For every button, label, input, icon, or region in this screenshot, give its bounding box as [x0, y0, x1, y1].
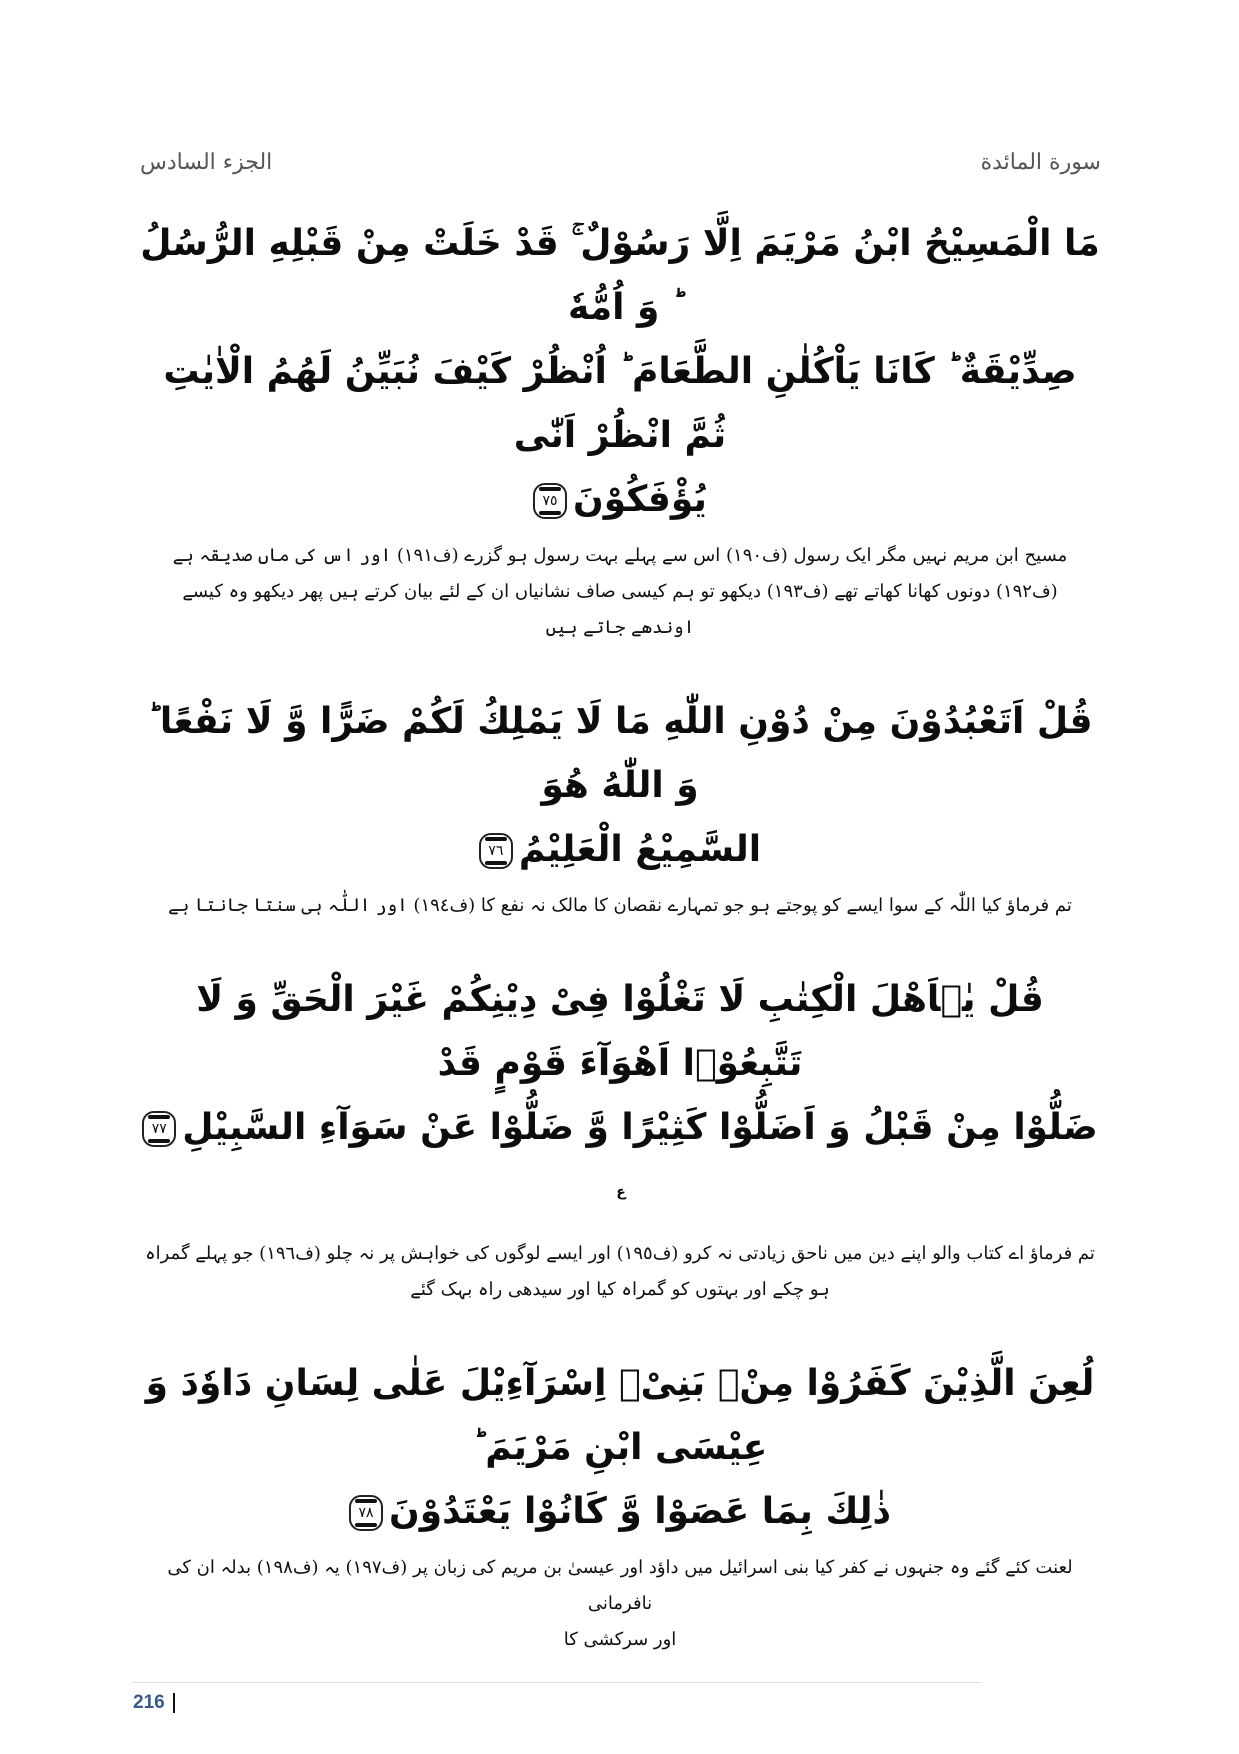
translation-line: تم فرماؤ کیا اللّٰہ کے سوا ایسے کو پوجتے ہو جو تمہارے نقصان کا مالک نہ نفع کا (ف١٩٤) اور اللّٰہ ہی سنتا جانتا ہے [168, 895, 1072, 916]
translation-line: اوندھے جاتے ہیں [545, 617, 695, 638]
ayah-line [140, 818, 1100, 882]
ruku-mark: ع [616, 1184, 626, 1200]
ayah-line: لُعِنَ الَّذِيْنَ كَفَرُوْا مِنْۢ بَنِیْۤ اِسْرَآءِيْلَ عَلٰى لِسَانِ دَاوٗدَ وَ عِيْسَى ابْنِ مَرْيَمَ ؕ [145, 1363, 1095, 1468]
page-content [140, 212, 1100, 1658]
translation-line: اور سرکشی کا [563, 1629, 677, 1650]
ayah-text [140, 690, 1100, 882]
urdu-translation [140, 538, 1100, 646]
ayah-line: قُلْ يٰۤاَهْلَ الْكِتٰبِ لَا تَغْلُوْا فِیْ دِيْنِكُمْ غَيْرَ الْحَقِّ وَ لَا تَتَّبِعُوْۤا اَهْوَآءَ قَوْمٍ قَدْ [196, 979, 1044, 1084]
urdu-translation [140, 1236, 1100, 1308]
ayah-line-text: ذٰلِكَ بِمَا عَصَوْا وَّ كَانُوْا يَعْتَدُوْنَ [388, 1491, 891, 1532]
page-number-row [133, 1692, 982, 1714]
ayah-number-marker: ٧٥ [533, 483, 567, 519]
ayah-number-marker: ٧٧ [142, 1111, 176, 1147]
ayah-line [140, 1480, 1100, 1544]
ayah-line-text: السَّمِيْعُ الْعَلِيْمُ [518, 829, 762, 870]
translation-line: ہو چکے اور بہتوں کو گمراہ کیا اور سیدھی راہ بہک گئے [410, 1279, 830, 1300]
translation-line: مسیح ابن مریم نہیں مگر ایک رسول (ف١٩٠) اس سے پہلے بہت رسول ہو گزرے (ف١٩١) اور اس کی ماں صدیقہ ہے [172, 545, 1068, 566]
ayah-line [140, 468, 1100, 532]
ayah-line: مَا الْمَسِيْحُ ابْنُ مَرْيَمَ اِلَّا رَسُوْلٌ ۚ قَدْ خَلَتْ مِنْ قَبْلِهِ الرُّسُلُ ؕ وَ اُمُّهٗ [140, 223, 1100, 328]
ayah-line-text: ضَلُّوْا مِنْ قَبْلُ وَ اَضَلُّوْا كَثِيْرًا وَّ ضَلُّوْا عَنْ سَوَآءِ السَّبِيْلِ [182, 1107, 1098, 1148]
urdu-translation [140, 888, 1100, 924]
footer-divider [133, 1682, 982, 1683]
urdu-translation [140, 1550, 1100, 1658]
page-number-separator [173, 1693, 175, 1713]
ayah-text [140, 1352, 1100, 1544]
page-footer [133, 1682, 982, 1714]
juz-name-header: الجزء السادس [140, 150, 273, 175]
ayah-text [140, 968, 1100, 1230]
ayah-line: قُلْ اَتَعْبُدُوْنَ مِنْ دُوْنِ اللّٰهِ مَا لَا يَمْلِكُ لَكُمْ ضَرًّا وَّ لَا نَفْعًا ؕ وَ اللّٰهُ هُوَ [147, 701, 1093, 806]
ayah-number-marker: ٧٦ [479, 833, 513, 869]
ayah-line [140, 1096, 1100, 1230]
verse-section-76 [140, 690, 1100, 924]
verse-section-77 [140, 968, 1100, 1308]
page-number: 216 [133, 1692, 165, 1713]
ayah-text [140, 212, 1100, 532]
ayah-line: صِدِّيْقَةٌ ؕ كَانَا يَاْكُلٰنِ الطَّعَامَ ؕ اُنْظُرْ كَيْفَ نُبَيِّنُ لَهُمُ الْاٰيٰتِ ثُمَّ انْظُرْ اَنّٰى [163, 351, 1077, 456]
translation-line: لعنت کئے گئے وہ جنہوں نے کفر کیا بنی اسرائیل میں داؤد اور عیسیٰ بن مریم کی زبان پر (ف١٩٧) یہ (ف١٩٨) بدلہ ان کی نافرمانی [167, 1557, 1073, 1614]
translation-line: تم فرماؤ اے کتاب والو اپنے دین میں ناحق زیادتی نہ کرو (ف١٩٥) اور ایسے لوگوں کی خواہش پر نہ چلو (ف١٩٦) جو پہلے گمراہ [145, 1243, 1095, 1264]
surah-name-header: سورة المائدة [980, 150, 1101, 175]
verse-section-75 [140, 212, 1100, 646]
ayah-number-marker: ٧٨ [349, 1495, 383, 1531]
ayah-line-text: يُؤْفَكُوْنَ [573, 479, 707, 520]
verse-section-78 [140, 1352, 1100, 1658]
translation-line: (ف١٩٢) دونوں کھانا کھاتے تھے (ف١٩٣) دیکھو تو ہم کیسی صاف نشانیاں ان کے لئے بیان کرتے ہیں پھر دیکھو وہ کیسے [182, 581, 1058, 602]
